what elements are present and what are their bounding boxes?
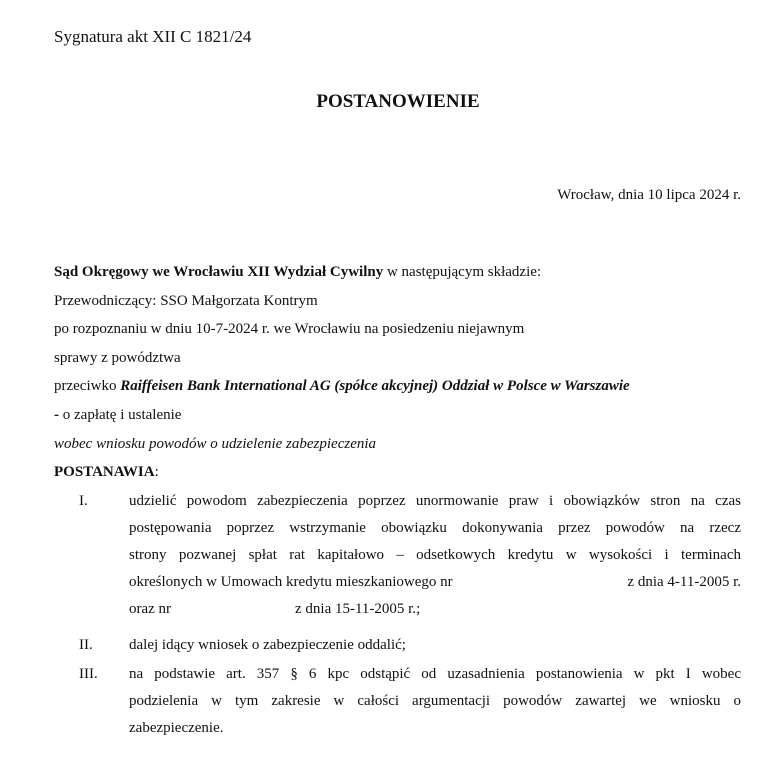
item-text-3 [129,661,741,742]
subject-dash: - [54,407,59,423]
item-1-line4-start: określonych w Umowach kredytu mieszkaniowego nr [129,574,453,590]
presiding-judge: Przewodniczący: SSO Małgorzata Kontrym [54,293,318,309]
subject-text: o zapłatę i ustalenie [59,407,182,423]
item-1-line: postępowania poprzez wstrzymanie obowiązku dokonywania przez powodów na rzecz [129,520,741,536]
item-3-line: podzielenia w tym zakresie w całości argumentacji powodów zawartej we wniosku o [129,693,741,709]
hearing-line: po rozpoznaniu w dniu 10-7-2024 r. we Wrocławiu na posiedzeniu niejawnym [54,321,525,337]
item-text-2 [129,632,741,659]
court-composition-text: w następującym składzie: [383,264,542,280]
case-signature: Sygnatura akt XII C 1821/24 [54,27,252,46]
against-line [54,378,630,395]
court-line [54,264,541,281]
court-name: Sąd Okręgowy we Wrocławiu XII Wydział Cywilny [54,264,384,280]
item-number-1: I. [79,493,88,509]
defendant-name: Raiffeisen Bank International AG (spółce akcyjnej) Oddział w Polsce w Warszawie [120,378,630,394]
item-3-line: na podstawie art. 357 § 6 kpc odstąpić od uzasadnienia postanowienia w pkt I wobec [129,666,741,682]
item-text-1 [129,488,741,623]
item-1-line5-end: z dnia 15-11-2005 r.; [295,601,421,617]
item-1-line5-start: oraz nr [129,601,172,617]
item-1-line4-end: z dnia 4-11-2005 r. [627,574,741,590]
item-number-3: III. [79,666,98,682]
item-1-line [129,596,741,623]
claim-from-line: sprawy z powództwa [54,350,181,366]
document-title: POSTANOWIENIE [316,91,480,112]
place-and-date: Wrocław, dnia 10 lipca 2024 r. [557,187,741,203]
item-3-line: zabezpieczenie. [129,720,224,736]
motion-line: wobec wniosku powodów o udzielenie zabezpieczenia [54,436,377,452]
item-2-line: dalej idący wniosek o zabezpieczenie oddalić; [129,637,406,653]
decides-colon: : [154,464,159,480]
subject-line [54,407,181,424]
item-1-line: strony pozwanej spłat rat kapitałowo – odsetkowych kredytu w wysokości i terminach [129,547,741,563]
against-prefix: przeciwko [54,378,121,394]
item-1-line [129,569,741,596]
decides-label: POSTANAWIA [54,464,155,480]
item-1-line: udzielić powodom zabezpieczenia poprzez unormowanie praw i obowiązków stron na czas [129,493,741,509]
item-number-2: II. [79,637,93,653]
decides-line [54,464,159,481]
